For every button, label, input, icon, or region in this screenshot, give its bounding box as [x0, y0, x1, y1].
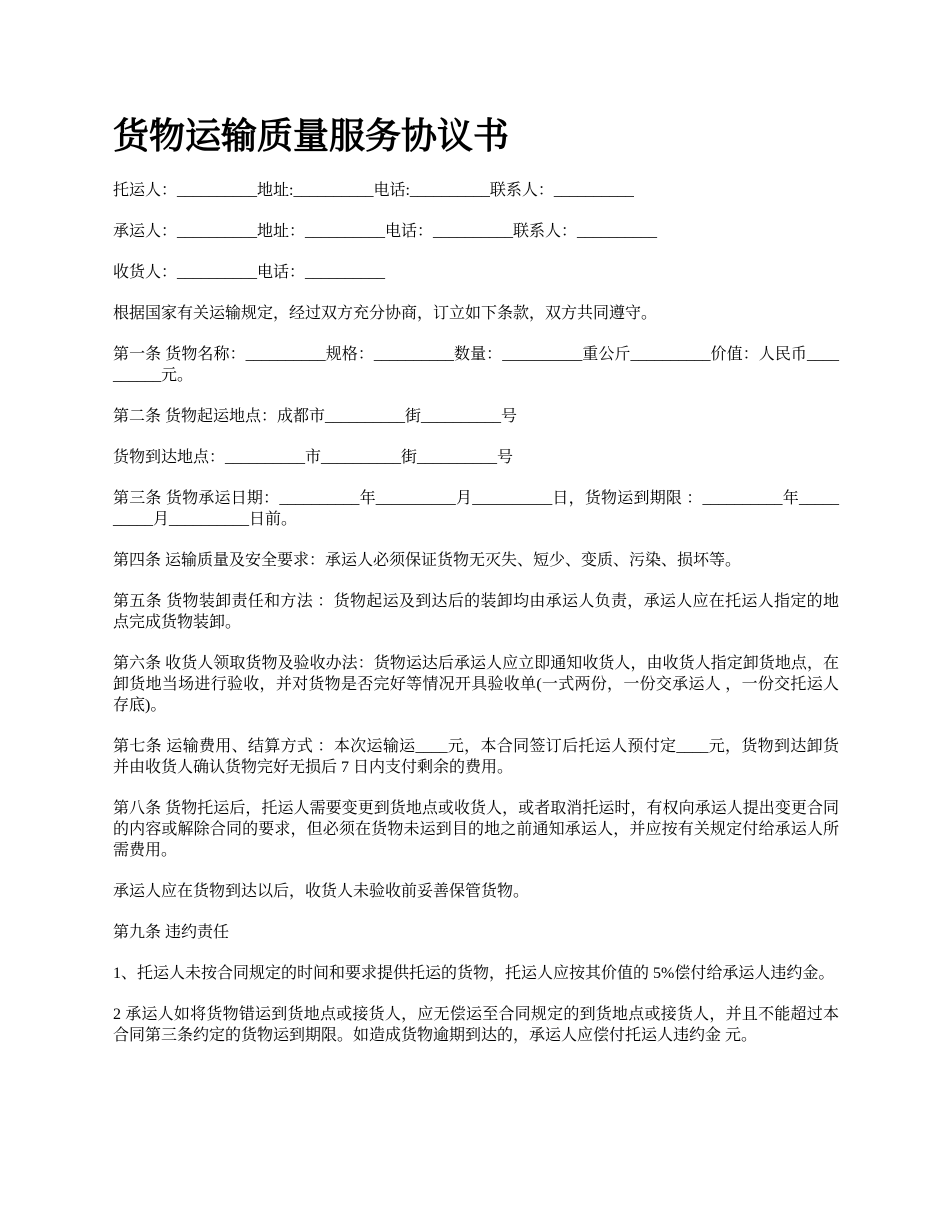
- article-3: 第三条 货物承运日期：__________年__________月__________日，货物运到期限 ：__________年__________月__________日前。: [113, 490, 839, 528]
- article-9-heading: 第九条 违约责任: [113, 924, 230, 941]
- article-4: 第四条 运输质量及安全要求：承运人必须保证货物无灭失、短少、变质、污染、损坏等。: [113, 552, 742, 569]
- carrier-custody-note: 承运人应在货物到达以后，收货人未验收前妥善保管货物。: [113, 883, 530, 900]
- article-9-clause-1: 1、托运人未按合同规定的时间和要求提供托运的货物，托运人应按其价值的 5%偿付给承运人违约金。: [113, 965, 835, 982]
- article-8: 第八条 货物托运后，托运人需要变更到货地点或收货人，或者取消托运时，有权向承运人提出变更合同的内容或解除合同的要求，但必须在货物未运到目的地之前通知承运人，并应按有关规定付给承运人所需费用。: [113, 800, 839, 859]
- article-2: 第二条 货物起运地点：成都市__________街__________号: [113, 408, 518, 425]
- destination-info: 货物到达地点：__________市__________街__________号: [113, 449, 514, 466]
- article-5: 第五条 货物装卸责任和方法 ：货物起运及到达后的装卸均由承运人负责，承运人应在托运人指定的地点完成货物装卸。: [113, 593, 839, 631]
- article-7: 第七条 运输费用、结算方式 ：本次运输运____元，本合同签订后托运人预付定____元，货物到达卸货并由收货人确认货物完好无损后 7 日内支付剩余的费用。: [113, 738, 839, 776]
- article-1: 第一条 货物名称：__________规格：__________数量：__________重公斤__________价值：人民币__________元。: [113, 346, 839, 384]
- article-9-clause-2: 2 承运人如将货物错运到货地点或接货人，应无偿运至合同规定的到货地点或接货人，并且不能超过本合同第三条约定的货物运到期限。如造成货物逾期到达的，承运人应偿付托运人违约金 元。: [113, 1006, 839, 1044]
- preamble: 根据国家有关运输规定，经过双方充分协商，订立如下条款，双方共同遵守。: [113, 305, 658, 322]
- document-title: 货物运输质量服务协议书: [113, 116, 510, 156]
- consignee-info: 收货人：__________电话：__________: [113, 264, 386, 281]
- article-6: 第六条 收货人领取货物及验收办法：货物运达后承运人应立即通知收货人，由收货人指定卸货地点，在卸货地当场进行验收，并对货物是否完好等情况开具验收单(一式两份，一份交承运人 ，一份交托运人存底)。: [113, 655, 839, 714]
- shipper-info: 托运人：__________地址:__________电话:__________联系人：__________: [113, 182, 634, 199]
- carrier-info: 承运人：__________地址：__________电话：__________联系人：__________: [113, 223, 658, 240]
- document-page: [113, 112, 839, 1066]
